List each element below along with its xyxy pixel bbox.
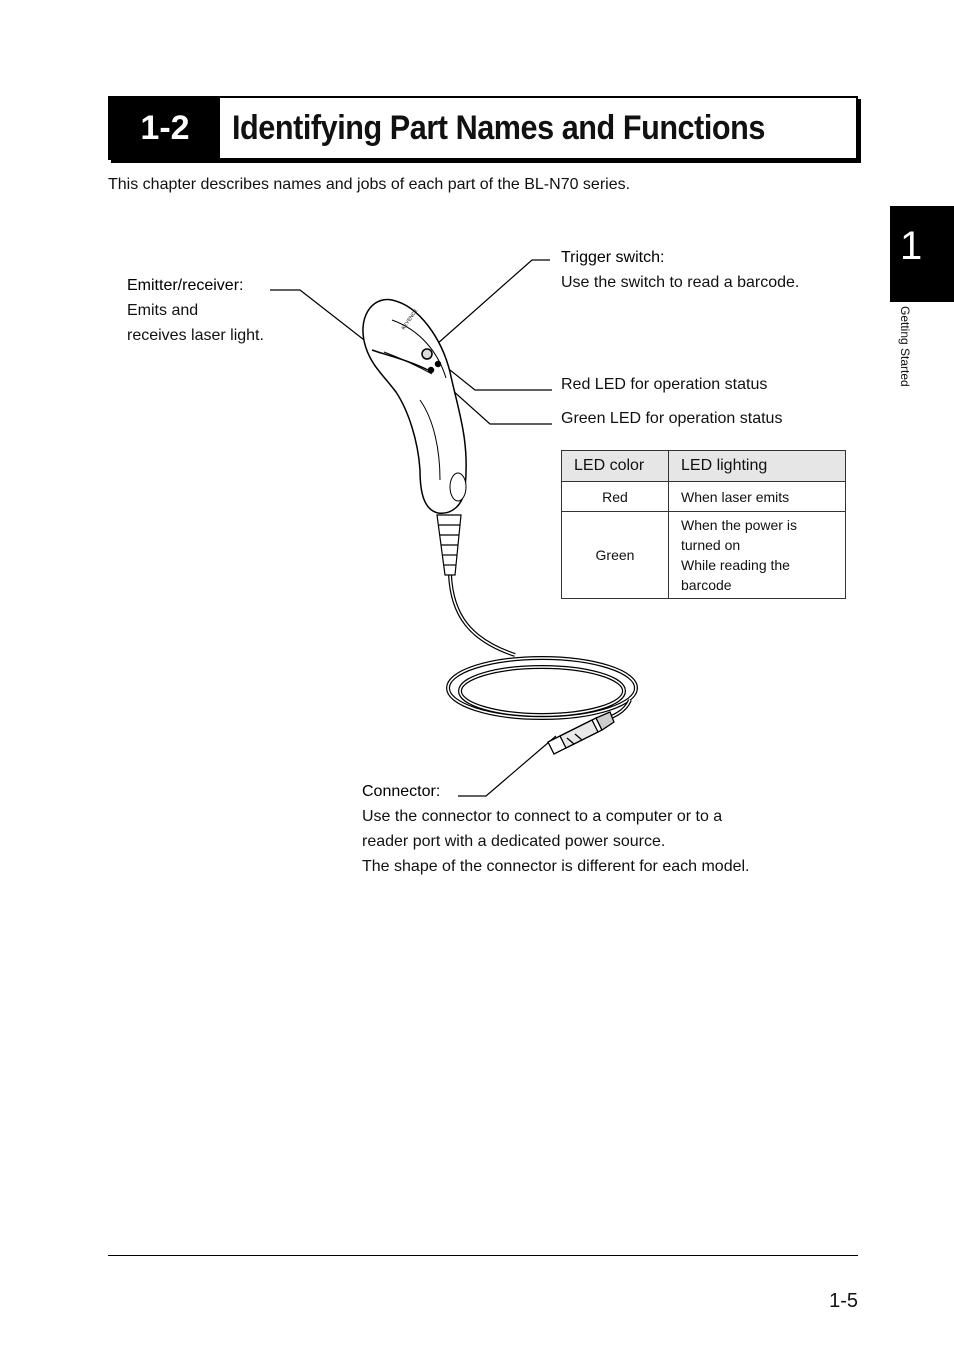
led-color-cell: Red <box>562 482 669 512</box>
callout-red-led <box>561 372 767 397</box>
led-lighting-header: LED lighting <box>669 451 846 482</box>
led-table-header-row <box>562 451 846 482</box>
chapter-number: 1 <box>900 224 923 268</box>
table-row <box>562 512 846 599</box>
strain-relief <box>437 515 461 575</box>
callout-emitter <box>127 273 264 348</box>
led-lighting-line: barcode <box>681 577 732 593</box>
led-lighting-line: While reading the <box>681 557 790 573</box>
section-title: Identifying Part Names and Functions <box>232 108 765 147</box>
connector-line-2: reader port with a dedicated power source. <box>362 833 666 850</box>
leader-trigger <box>428 260 550 352</box>
led-color-cell: Green <box>562 512 669 599</box>
trigger-line-1: Use the switch to read a barcode. <box>561 274 800 291</box>
emitter-line-1: Emits and <box>127 302 199 319</box>
page-number: 1-5 <box>829 1290 858 1312</box>
connector-title: Connector: <box>362 783 441 800</box>
connector-line-3: The shape of the connector is different for each model. <box>362 858 750 875</box>
trigger-title: Trigger switch: <box>561 249 665 266</box>
cable-strand-inner <box>450 575 515 655</box>
led-lighting-cell: When laser emits <box>669 482 846 512</box>
emitter-title: Emitter/receiver: <box>127 277 244 294</box>
connector-line-1: Use the connector to connect to a computer or to a <box>362 808 723 825</box>
led-color-header: LED color <box>562 451 669 482</box>
callout-connector <box>362 779 750 879</box>
emitter-line-2: receives laser light. <box>127 327 264 344</box>
section-number: 1-2 <box>110 98 220 158</box>
led-lighting-line: turned on <box>681 537 741 553</box>
cable-loop-2-inner <box>460 667 624 715</box>
led-lighting-cell <box>669 512 846 599</box>
callout-trigger <box>561 245 799 295</box>
table-row <box>562 482 846 512</box>
brand-label: KEYENCE <box>400 308 420 332</box>
red-led-title: Red LED for operation status <box>561 376 768 393</box>
green-led-title: Green LED for operation status <box>561 410 783 427</box>
led-lighting-line: When the power is <box>681 517 797 533</box>
callout-green-led <box>561 406 782 431</box>
chapter-label-text: Getting Started <box>898 306 912 387</box>
leader-emitter <box>270 290 368 343</box>
leader-red-led <box>440 362 552 390</box>
led-table <box>561 450 846 599</box>
footer-rule <box>108 1255 858 1256</box>
intro-text: This chapter describes names and jobs of each part of the BL-N70 series. <box>108 176 631 193</box>
